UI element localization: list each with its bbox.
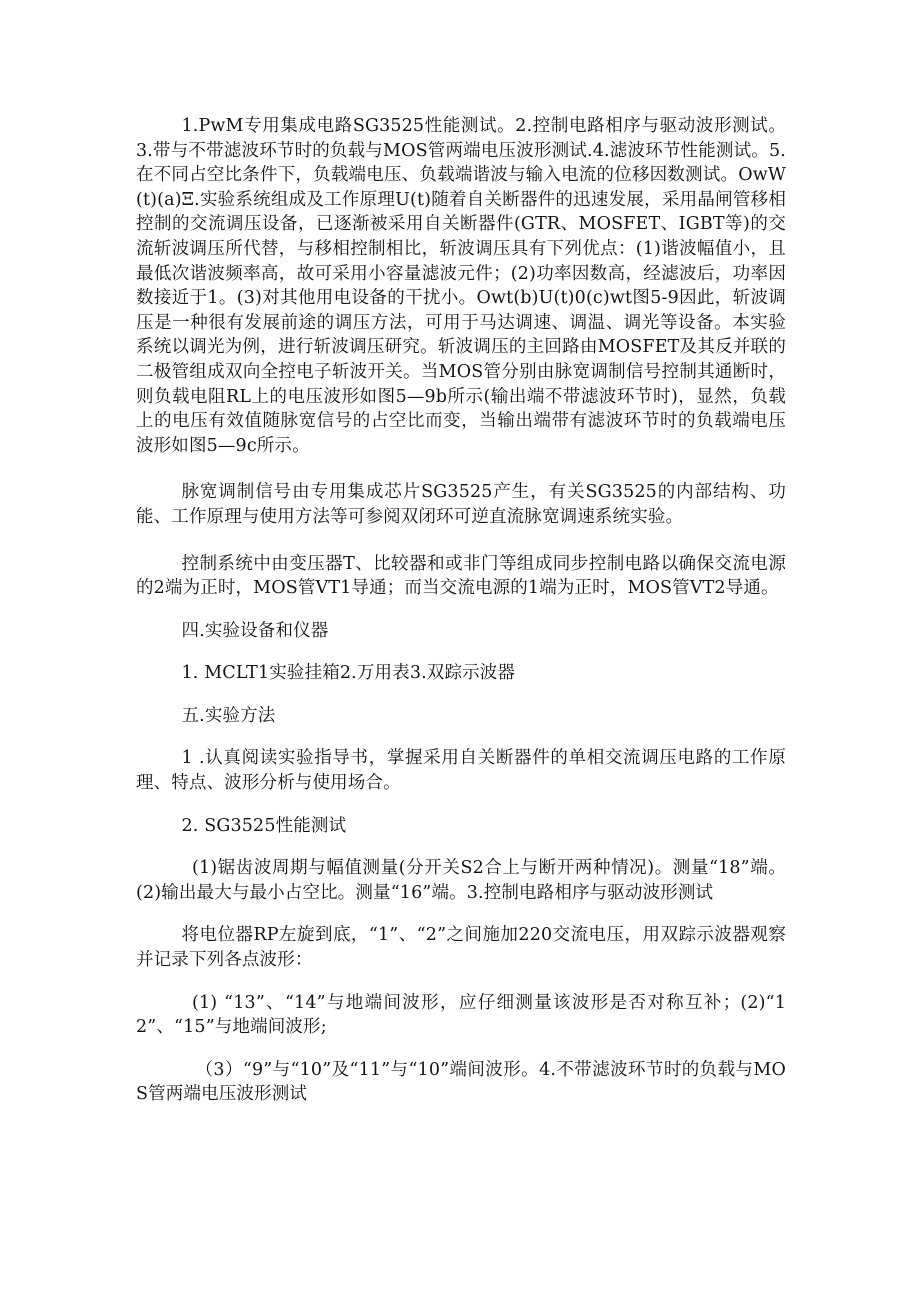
- method-step-2-details: (1)锯齿波周期与幅值测量(分开关S2合上与断开两种情况)。测量“18”端。(2)输出最大与最小占空比。测量“16”端。3.控制电路相序与驱动波形测试: [136, 858, 786, 903]
- method-step-2-heading: 2. SG3525性能测试: [181, 815, 347, 836]
- method-step-3-items: (1) “13”、“14”与地端间波形，应仔细测量该波形是否对称互补；(2)“12”、“15”与地端间波形;: [136, 992, 786, 1038]
- method-step-3-intro: 将电位器RP左旋到底，“1”、“2”之间施加220交流电压，用双踪示波器观察并记录下列各点波形：: [136, 925, 786, 971]
- paragraph-control-system: 控制系统中由变压器T、比较器和或非门等组成同步控制电路以确保交流电源的2端为正时，MOS管VT1导通；而当交流电源的1端为正时，MOS管VT2导通。: [136, 553, 786, 599]
- method-step-1: 1 .认真阅读实验指导书，掌握采用自关断器件的单相交流调压电路的工作原理、特点、波形分析与使用场合。: [136, 748, 786, 794]
- equipment-list: 1. MCLT1实验挂箱2.万用表3.双踪示波器: [181, 663, 516, 684]
- section-heading-method: 五.实验方法: [181, 705, 276, 726]
- section-heading-equipment: 四.实验设备和仪器: [181, 620, 329, 641]
- method-step-3-last: （3）“9”与“10”及“11”与“10”端间波形。4.不带滤波环节时的负载与MOS管两端电压波形测试: [136, 1059, 786, 1105]
- document-page: [136, 114, 786, 1107]
- paragraph-pwm-signal: 脉宽调制信号由专用集成芯片SG3525产生，有关SG3525的内部结构、功能、工作原理与使用方法等可参阅双闭环可逆直流脉宽调速系统实验。: [136, 482, 786, 527]
- paragraph-overview: 1.PwM专用集成电路SG3525性能测试。2.控制电路相序与驱动波形测试。3.带与不带滤波环节时的负载与MOS管两端电压波形测试.4.滤波环节性能测试。5.在不同占空比条件下，负载端电压、负载端谐波与输入电流的位移因数测试。OwW(t)(a)Ξ.实验系统组成及工作原理U(t)随着自关断器件的迅速发展，采用晶闸管移相控制的交流调压设备，已逐渐被采用自关断器件(GTR、MOSFET、IGBT等)的交流斩波调压所代替，与移相控制相比，斩波调压具有下列优点：(1)谐波幅值小，且最低次谐波频率高，故可采用小容量滤波元件；(2)功率因数高，经滤波后，功率因数接近于1。(3)对其他用电设备的干扰小。Owt(b)U(t)0(c)wt图5-9因此，斩波调压是一种很有发展前途的调压方法，可用于马达调速、调温、调光等设备。本实验系统以调光为例，进行斩波调压研究。斩波调压的主回路由MOSFET及其反并联的二极管组成双向全控电子斩波开关。当MOS管分别由脉宽调制信号控制其通断时，则负载电阻RL上的电压波形如图5—9b所示(输出端不带滤波环节时)，显然，负载上的电压有效值随脉宽信号的占空比而变，当输出端带有滤波环节时的负载端电压波形如图5—9c所示。: [136, 116, 786, 456]
